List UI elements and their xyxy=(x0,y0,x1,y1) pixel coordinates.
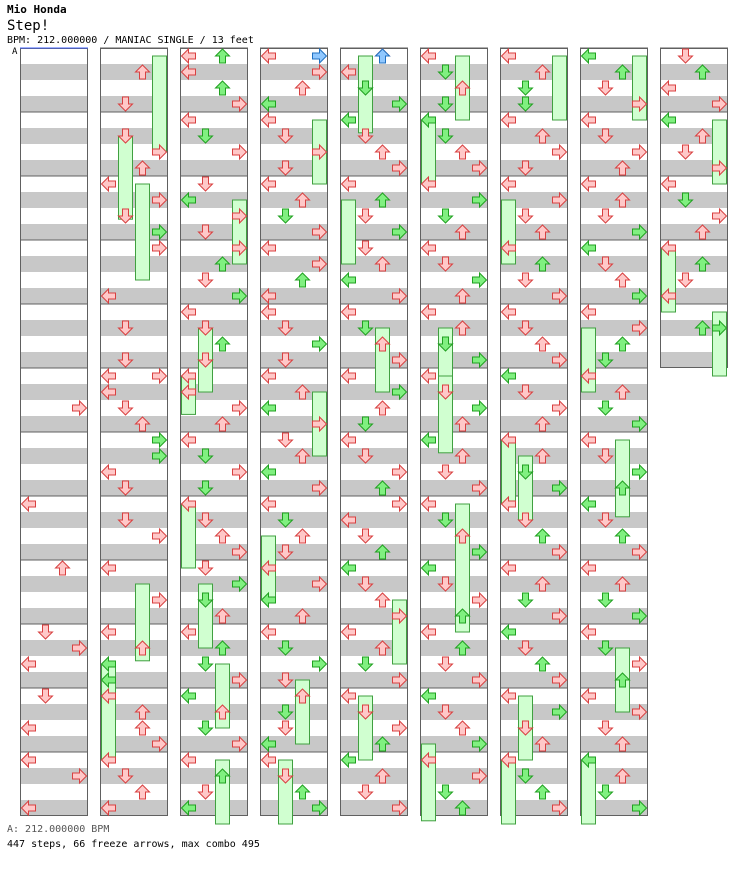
measure-stripe xyxy=(20,592,88,608)
measure-stripe xyxy=(500,320,568,336)
measure-stripe xyxy=(20,512,88,528)
measure-stripe xyxy=(180,656,248,672)
measure-stripe xyxy=(500,736,568,752)
measure-stripe xyxy=(420,608,488,624)
measure-stripe xyxy=(260,640,328,656)
measure-stripe xyxy=(20,176,88,192)
measure-stripe xyxy=(260,80,328,96)
measure-stripe xyxy=(180,768,248,784)
measure-stripe xyxy=(100,512,168,528)
measure-stripe xyxy=(180,272,248,288)
measure-stripe xyxy=(500,592,568,608)
measure-stripe xyxy=(500,528,568,544)
bpm-marker-label: A xyxy=(12,47,18,57)
measure-stripe xyxy=(500,720,568,736)
measure-stripe xyxy=(340,400,408,416)
measure-stripe xyxy=(20,64,88,80)
measure-stripe xyxy=(420,448,488,464)
measure-stripe xyxy=(260,672,328,688)
measure-stripe xyxy=(420,656,488,672)
measure-stripe xyxy=(260,192,328,208)
measure-stripe xyxy=(260,208,328,224)
measure-stripe xyxy=(180,720,248,736)
measure-stripe xyxy=(500,272,568,288)
measure-stripe xyxy=(420,512,488,528)
measure-stripe xyxy=(340,704,408,720)
measure-stripe xyxy=(20,304,88,320)
measure-stripe xyxy=(580,208,648,224)
measure-stripe xyxy=(100,768,168,784)
measure-stripe xyxy=(180,176,248,192)
measure-stripe xyxy=(180,480,248,496)
measure-stripe xyxy=(260,688,328,704)
measure-stripe xyxy=(500,384,568,400)
measure-stripe xyxy=(20,224,88,240)
measure-stripe xyxy=(20,416,88,432)
measure-stripe xyxy=(20,96,88,112)
measure-stripe xyxy=(580,720,648,736)
measure-stripe xyxy=(20,432,88,448)
measure-stripe xyxy=(20,704,88,720)
measure-stripe xyxy=(20,736,88,752)
measure-stripe xyxy=(20,48,88,64)
freeze-arrow xyxy=(102,696,116,760)
measure-stripe xyxy=(500,656,568,672)
measure-stripe xyxy=(100,160,168,176)
measure-stripe xyxy=(20,192,88,208)
measure-stripe xyxy=(420,384,488,400)
measure-stripe xyxy=(100,400,168,416)
measure-stripe xyxy=(20,160,88,176)
measure-stripe xyxy=(500,640,568,656)
measure-stripe xyxy=(340,736,408,752)
measure-stripe xyxy=(260,320,328,336)
measure-stripe xyxy=(500,576,568,592)
chart-info: BPM: 212.000000 / MANIAC SINGLE / 13 feet xyxy=(7,35,254,46)
bpm-legend: A: 212.000000 BPM xyxy=(7,824,110,835)
measure-stripe xyxy=(580,272,648,288)
measure-stripe xyxy=(20,208,88,224)
measure-stripe xyxy=(100,480,168,496)
measure-stripe xyxy=(20,336,88,352)
measure-stripe xyxy=(580,528,648,544)
measure-stripe xyxy=(340,784,408,800)
measure-stripe xyxy=(420,80,488,96)
measure-stripe xyxy=(580,400,648,416)
freeze-arrow xyxy=(422,120,436,184)
measure-stripe xyxy=(20,576,88,592)
measure-stripe xyxy=(580,576,648,592)
measure-stripe xyxy=(420,640,488,656)
measure-stripe xyxy=(340,128,408,144)
measure-stripe xyxy=(180,784,248,800)
measure-stripe xyxy=(20,368,88,384)
measure-stripe xyxy=(180,416,248,432)
measure-stripe xyxy=(500,416,568,432)
measure-stripe xyxy=(20,320,88,336)
measure-stripe xyxy=(180,448,248,464)
measure-stripe xyxy=(340,48,408,64)
measure-stripe xyxy=(660,192,728,208)
measure-stripe xyxy=(100,336,168,352)
measure-stripe xyxy=(100,576,168,592)
measure-stripe xyxy=(100,544,168,560)
measure-stripe xyxy=(20,672,88,688)
measure-stripe xyxy=(340,416,408,432)
song-title: Step! xyxy=(7,18,50,34)
measure-stripe xyxy=(260,784,328,800)
measure-stripe xyxy=(180,608,248,624)
measure-stripe xyxy=(340,528,408,544)
measure-stripe xyxy=(500,512,568,528)
measure-stripe xyxy=(20,608,88,624)
freeze-arrow xyxy=(582,760,596,824)
measure-stripe xyxy=(20,544,88,560)
measure-stripe xyxy=(20,528,88,544)
measure-stripe xyxy=(500,160,568,176)
measure-stripe xyxy=(340,144,408,160)
measure-stripe xyxy=(180,640,248,656)
measure-stripe xyxy=(180,336,248,352)
measure-stripe xyxy=(340,768,408,784)
measure-stripe xyxy=(420,64,488,80)
measure-stripe xyxy=(20,272,88,288)
measure-stripe xyxy=(100,320,168,336)
measure-stripe xyxy=(420,704,488,720)
measure-stripe xyxy=(420,416,488,432)
measure-stripe xyxy=(180,352,248,368)
measure-stripe xyxy=(20,688,88,704)
measure-stripe xyxy=(420,256,488,272)
measure-stripe xyxy=(20,624,88,640)
measure-stripe xyxy=(100,608,168,624)
measure-stripe xyxy=(180,80,248,96)
measure-stripe xyxy=(340,480,408,496)
measure-stripe xyxy=(180,128,248,144)
measure-stripe xyxy=(20,128,88,144)
measure-stripe xyxy=(260,272,328,288)
measure-stripe xyxy=(580,736,648,752)
measure-stripe xyxy=(340,544,408,560)
measure-stripe xyxy=(180,320,248,336)
measure-stripe xyxy=(420,528,488,544)
measure-stripe xyxy=(420,96,488,112)
measure-stripe xyxy=(420,288,488,304)
measure-stripe xyxy=(20,144,88,160)
freeze-arrow xyxy=(616,440,630,517)
measure-stripe xyxy=(20,784,88,800)
measure-stripe xyxy=(500,336,568,352)
freeze-arrow xyxy=(136,184,150,280)
measure-stripe xyxy=(100,256,168,272)
measure-stripe xyxy=(500,128,568,144)
measure-stripe xyxy=(260,704,328,720)
measure-stripe xyxy=(100,272,168,288)
measure-stripe xyxy=(260,720,328,736)
measure-stripe xyxy=(420,720,488,736)
measure-stripe xyxy=(420,320,488,336)
artist-name: Mio Honda xyxy=(7,3,67,16)
measure-stripe xyxy=(340,336,408,352)
freeze-arrow xyxy=(553,56,567,120)
measure-stripe xyxy=(340,80,408,96)
measure-stripe xyxy=(20,240,88,256)
measure-stripe xyxy=(580,128,648,144)
freeze-arrow xyxy=(182,504,196,568)
freeze-arrow xyxy=(502,760,516,824)
freeze-arrow xyxy=(502,440,516,504)
measure-stripe xyxy=(580,192,648,208)
measure-stripe xyxy=(20,560,88,576)
measure-stripe xyxy=(580,512,648,528)
measure-stripe xyxy=(100,208,168,224)
measure-stripe xyxy=(580,448,648,464)
measure-stripe xyxy=(420,576,488,592)
measure-stripe xyxy=(260,512,328,528)
measure-stripe xyxy=(100,784,168,800)
measure-stripe xyxy=(580,592,648,608)
measure-stripe xyxy=(420,464,488,480)
measure-stripe xyxy=(100,352,168,368)
measure-stripe xyxy=(420,336,488,352)
measure-stripe xyxy=(260,768,328,784)
measure-stripe xyxy=(20,480,88,496)
measure-stripe xyxy=(660,48,728,64)
measure-stripe xyxy=(660,224,728,240)
measure-stripe xyxy=(340,576,408,592)
chart-summary: 447 steps, 66 freeze arrows, max combo 495 xyxy=(7,839,260,850)
measure-stripe xyxy=(660,64,728,80)
measure-stripe xyxy=(100,640,168,656)
measure-stripe xyxy=(420,208,488,224)
measure-stripe xyxy=(180,704,248,720)
freeze-arrow xyxy=(153,56,167,152)
measure-stripe xyxy=(340,448,408,464)
measure-stripe xyxy=(580,256,648,272)
measure-stripe xyxy=(180,160,248,176)
measure-stripe xyxy=(20,80,88,96)
measure-stripe xyxy=(260,352,328,368)
measure-stripe xyxy=(420,224,488,240)
measure-stripe xyxy=(580,640,648,656)
measure-stripe xyxy=(20,112,88,128)
measure-stripe xyxy=(340,320,408,336)
measure-stripe xyxy=(580,160,648,176)
measure-stripe xyxy=(20,448,88,464)
measure-stripe xyxy=(20,288,88,304)
measure-stripe xyxy=(100,416,168,432)
measure-stripe xyxy=(20,384,88,400)
measure-stripe xyxy=(20,256,88,272)
measure-stripe xyxy=(20,352,88,368)
measure-stripe xyxy=(260,608,328,624)
measure-stripe xyxy=(20,464,88,480)
freeze-arrow xyxy=(119,136,133,219)
measure-stripe xyxy=(180,592,248,608)
measure-stripe xyxy=(580,672,648,688)
measure-stripe xyxy=(100,304,168,320)
measure-stripe xyxy=(100,496,168,512)
measure-stripe xyxy=(580,480,648,496)
freeze-arrow xyxy=(342,200,356,264)
